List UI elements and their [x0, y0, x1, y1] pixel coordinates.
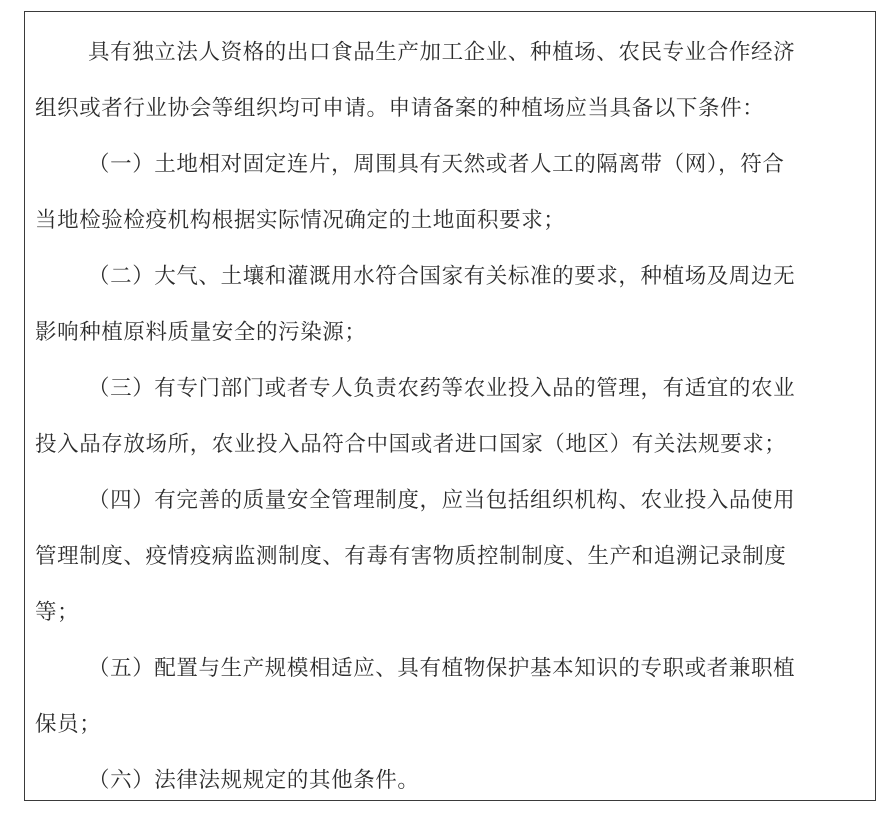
paragraph-line: （六）法律法规规定的其他条件。 — [88, 768, 420, 793]
paragraph-line: 保员； — [35, 712, 102, 737]
paragraph-line: 投入品存放场所，农业投入品符合中国或者进口国家（地区）有关法规要求； — [35, 432, 787, 457]
paragraph-line: （五）配置与生产规模相适应、具有植物保护基本知识的专职或者兼职植 — [88, 656, 796, 681]
paragraph-line: 影响种植原料质量安全的污染源； — [35, 320, 367, 345]
paragraph-line: 组织或者行业协会等组织均可申请。申请备案的种植场应当具备以下条件： — [35, 96, 765, 121]
paragraph-line: （一）土地相对固定连片，周围具有天然或者人工的隔离带（网），符合 — [88, 152, 785, 177]
paragraph-line: （三）有专门部门或者专人负责农药等农业投入品的管理，有适宜的农业 — [88, 376, 796, 401]
paragraph-line: （二）大气、土壤和灌溉用水符合国家有关标准的要求，种植场及周边无 — [88, 264, 796, 289]
paragraph-line: 具有独立法人资格的出口食品生产加工企业、种植场、农民专业合作经济 — [88, 40, 796, 65]
paragraph-line: 等； — [35, 600, 80, 625]
paragraph-line: 当地检验检疫机构根据实际情况确定的土地面积要求； — [35, 208, 566, 233]
paragraph-line: （四）有完善的质量安全管理制度，应当包括组织机构、农业投入品使用 — [88, 488, 796, 513]
document-frame — [24, 11, 876, 801]
paragraph-line: 管理制度、疫情疫病监测制度、有毒有害物质控制制度、生产和追溯记录制度 — [35, 544, 787, 569]
